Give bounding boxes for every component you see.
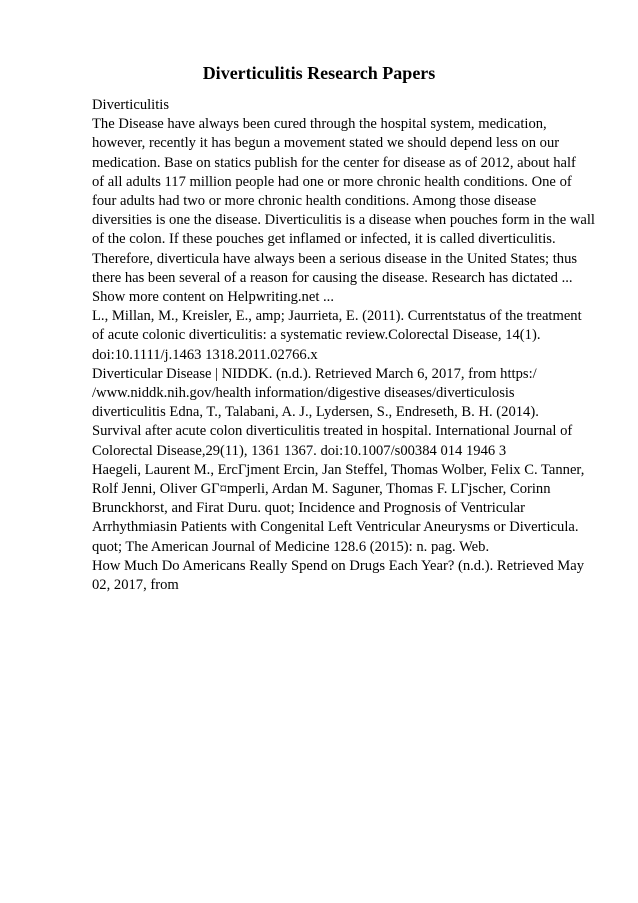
reference-line: Survival after acute colon diverticulitis treated in hospital. International Journal of [92,423,573,440]
text-line: however, recently it has begun a movement stated we should depend less on our [92,135,560,152]
reference-line: Brunckhorst, and Firat Duru. quot; Incidence and Prognosis of Ventricular [92,500,525,517]
reference-line: Diverticular Disease | NIDDK. (n.d.). Retrieved March 6, 2017, from https:/ [92,365,537,382]
reference-line: /www.niddk.nih.gov/health information/digestive diseases/diverticulosis [92,385,515,402]
reference-line: How Much Do Americans Really Spend on Drugs Each Year? (n.d.). Retrieved May [92,557,585,574]
text-line: Diverticulitis [92,97,170,113]
text-line: The Disease have always been cured through the hospital system, medication, [92,116,547,133]
reference-line: Arrhythmiasin Patients with Congenital Left Ventricular Aneurysms or Diverticula. [92,519,579,536]
reference-line: Haegeli, Laurent M., ErcΓjment Ercin, Jan Steffel, Thomas Wolber, Felix C. Tanner, [92,461,585,478]
text-line: diversities is one the disease. Diverticulitis is a disease when pouches form in the wall [92,212,595,229]
document-body [92,96,595,595]
text-line: Therefore, diverticula have always been a serious disease in the United States; thus [92,250,578,267]
reference-line: diverticulitis Edna, T., Talabani, A. J., Lydersen, S., Endreseth, B. H. (2014). [92,404,539,421]
text-line: medication. Base on statics publish for the center for disease as of 2012, about half [92,154,576,171]
text-line: there has been several of a reason for causing the disease. Research has dictated ... [92,269,573,286]
reference-line: of acute colonic diverticulitis: a systematic review.Colorectal Disease, 14(1). [92,327,541,344]
reference-line: L., Millan, M., Kreisler, E., amp; Jaurrieta, E. (2011). Currentstatus of the treatment [92,308,582,325]
text-line: four adults had two or more chronic health conditions. Among those disease [92,193,537,210]
document-title: Diverticulitis Research Papers [202,63,436,83]
reference-line: Colorectal Disease,29(11), 1361 1367. doi:10.1007/s00384 014 1946 3 [92,442,507,459]
reference-line: 02, 2017, from [92,577,179,594]
text-line: of the colon. If these pouches get inflamed or infected, it is called diverticulitis. [92,231,556,248]
reference-line: Rolf Jenni, Oliver GΓ¤mperli, Ardan M. Saguner, Thomas F. LΓјscher, Corinn [92,481,551,498]
reference-line: doi:10.1111/j.1463 1318.2011.02766.x [92,346,318,363]
reference-line: quot; The American Journal of Medicine 128.6 (2015): n. pag. Web. [92,538,490,555]
show-more-link[interactable]: Show more content on Helpwriting.net ... [92,289,334,306]
text-line: of all adults 117 million people had one or more chronic health conditions. One of [92,173,572,190]
